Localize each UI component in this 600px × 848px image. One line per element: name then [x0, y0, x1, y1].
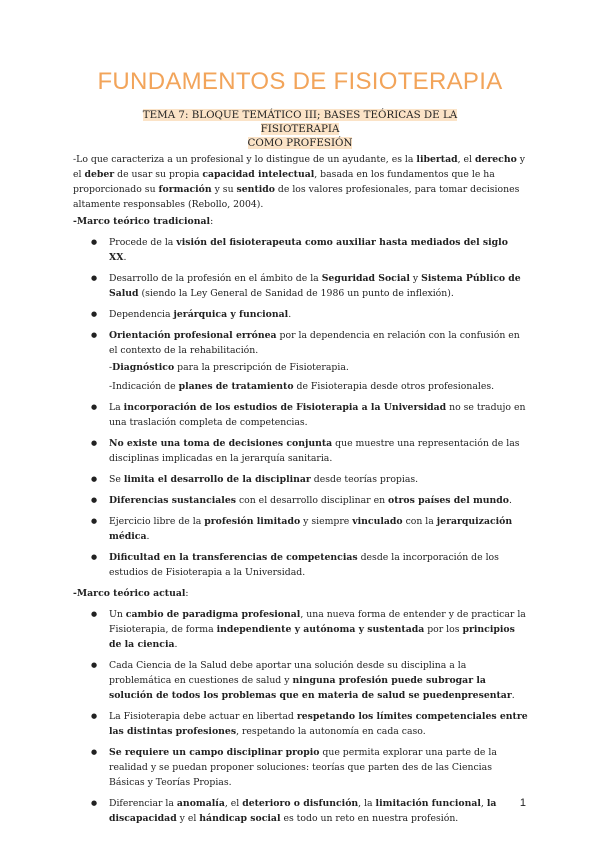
current-list: [73, 607, 528, 826]
sub-item-diagnostico: -Diagnóstico para la prescripción de Fisioterapia.: [109, 362, 349, 373]
document-body: [73, 152, 528, 832]
subtitle-line-1: TEMA 7: BLOQUE TEMÁTICO III; BASES TEÓRICAS DE LA FISIOTERAPIA: [142, 109, 458, 135]
list-item: ● Dependencia jerárquica y funcional.: [109, 307, 528, 322]
list-item: ● Un cambio de paradigma profesional, una nueva forma de entender y de practicar la Fisioterapia, de forma independiente y autónoma y sustentada por los principios de la ciencia.: [109, 607, 528, 652]
subtitle-line-2: COMO PROFESIÓN: [247, 137, 353, 149]
list-item: ● Procede de la visión del fisioterapeuta como auxiliar hasta mediados del siglo XX.: [109, 235, 528, 265]
list-item: ● Diferenciar la anomalía, el deterioro o disfunción, la limitación funcional, la discapacidad y el hándicap social es todo un reto en nuestra profesión.: [109, 796, 528, 826]
sub-item-planes: -Indicación de planes de tratamiento de Fisioterapia desde otros profesionales.: [109, 381, 495, 392]
list-item: ● No existe una toma de decisiones conjunta que muestre una representación de las disciplinas implicadas en la jerarquía sanitaria.: [109, 436, 528, 466]
list-item: ● La incorporación de los estudios de Fisioterapia a la Universidad no se tradujo en una traslación completa de competencias.: [109, 400, 528, 430]
section-heading-traditional: -Marco teórico tradicional:: [73, 216, 214, 227]
list-item: ● Se limita el desarrollo de la disciplinar desde teorías propias.: [109, 472, 528, 487]
list-item: ● Desarrollo de la profesión en el ámbito de la Seguridad Social y Sistema Público de Salud (siendo la Ley General de Sanidad de 1986 un punto de inflexión).: [109, 271, 528, 301]
list-item: ● Orientación profesional errónea por la dependencia en relación con la confusión en el contexto de la rehabilitación. -Diagnóstico para la prescripción de Fisioterapia. -Indicación de planes de tratamiento de Fisioterapia desde otros profesionales.: [109, 328, 528, 394]
list-item: ● Cada Ciencia de la Salud debe aportar una solución desde su disciplina a la problemática en cuestiones de salud y ninguna profesión puede subrogar la solución de todos los problemas que en materia de salud se puedenpresentar.: [109, 658, 528, 703]
list-item: ● Ejercicio libre de la profesión limitado y siempre vinculado con la jerarquización médica.: [109, 514, 528, 544]
section-heading-current: -Marco teórico actual:: [73, 588, 189, 599]
list-item: ● La Fisioterapia debe actuar en libertad respetando los límites competenciales entre las distintas profesiones, respetando la autonomía en cada caso.: [109, 709, 528, 739]
traditional-list: [73, 235, 528, 580]
page-number: 1: [519, 797, 526, 809]
list-item: ● Se requiere un campo disciplinar propio que permita explorar una parte de la realidad y se puedan proponer soluciones: teorías que parten des de las Ciencias Básicas y Teorías Propias.: [109, 745, 528, 790]
list-item: ● Dificultad en la transferencias de competencias desde la incorporación de los estudios de Fisioterapia a la Universidad.: [109, 550, 528, 580]
list-item: ● Diferencias sustanciales con el desarrollo disciplinar en otros países del mundo.: [109, 493, 528, 508]
intro-paragraph: -Lo que caracteriza a un profesional y lo distingue de un ayudante, es la libertad, el derecho y el deber de usar su propia capacidad intelectual, basada en los fundamentos que le ha proporcionado su formación y su sentido de los valores profesionales, para tomar decisiones altamente responsables (Rebollo, 2004).: [73, 154, 526, 210]
document-subtitle: [113, 108, 487, 150]
document-title: FUNDAMENTOS DE FISIOTERAPIA: [97, 68, 503, 95]
